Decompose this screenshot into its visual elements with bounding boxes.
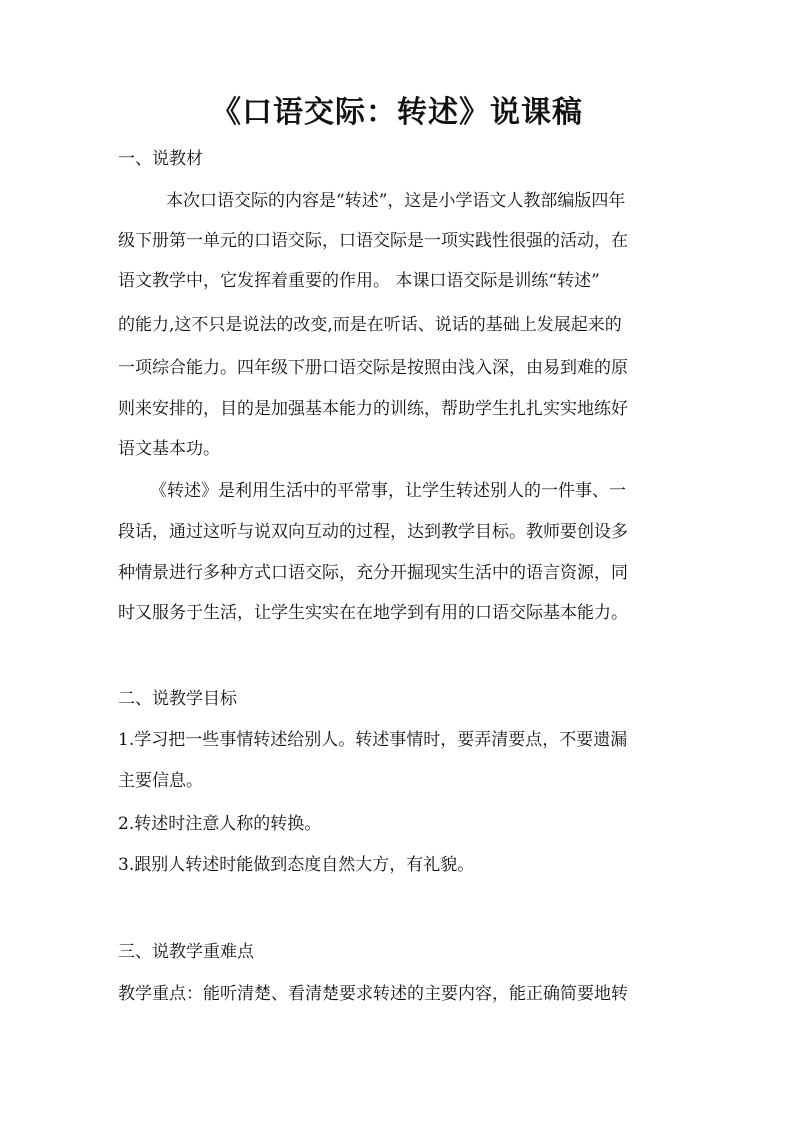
- section-heading-teaching-objectives: 二、说教学目标: [118, 689, 237, 709]
- objective-line: 2.转述时注意人称的转换。: [118, 814, 322, 834]
- paragraph-line: 则来安排的，目的是加强基本能力的训练，帮助学生扎扎实实地练好: [118, 399, 628, 419]
- paragraph-line: 的能力,这不只是说法的改变,而是在听话、说话的基础上发展起来的: [118, 315, 622, 335]
- paragraph-line: 语文教学中，它发挥着重要的作用。 本课口语交际是训练“转述”: [118, 271, 600, 291]
- key-point-line: 教学重点：能听清楚、看清楚要求转述的主要内容，能正确简要地转: [118, 984, 628, 1004]
- paragraph-line: 段话，通过这听与说双向互动的过程，达到教学目标。教师要创设多: [118, 522, 628, 542]
- paragraph-line: 时又服务于生活，让学生实实在在地学到有用的口语交际基本能力。: [118, 603, 628, 623]
- paragraph-line: 本次口语交际的内容是“转述”，这是小学语文人教部编版四年: [166, 191, 626, 211]
- document-title: 《口语交际：转述》说课稿: [211, 95, 583, 130]
- section-heading-key-points: 三、说教学重难点: [118, 942, 254, 962]
- objective-line: 1.学习把一些事情转述给别人。转述事情时，要弄清要点，不要遗漏: [118, 730, 628, 750]
- paragraph-line: 一项综合能力。四年级下册口语交际是按照由浅入深，由易到难的原: [118, 358, 628, 378]
- paragraph-line: 《转述》是利用生活中的平常事，让学生转述别人的一件事、一: [150, 481, 626, 501]
- paragraph-line: 级下册第一单元的口语交际，口语交际是一项实践性很强的活动，在: [118, 231, 628, 251]
- paragraph-line: 语文基本功。: [118, 439, 220, 459]
- objective-line: 主要信息。: [118, 771, 203, 791]
- objective-line: 3.跟别人转述时能做到态度自然大方，有礼貌。: [118, 855, 475, 875]
- paragraph-line: 种情景进行多种方式口语交际，充分开掘现实生活中的语言资源，同: [118, 563, 628, 583]
- section-heading-teaching-material: 一、说教材: [118, 149, 203, 169]
